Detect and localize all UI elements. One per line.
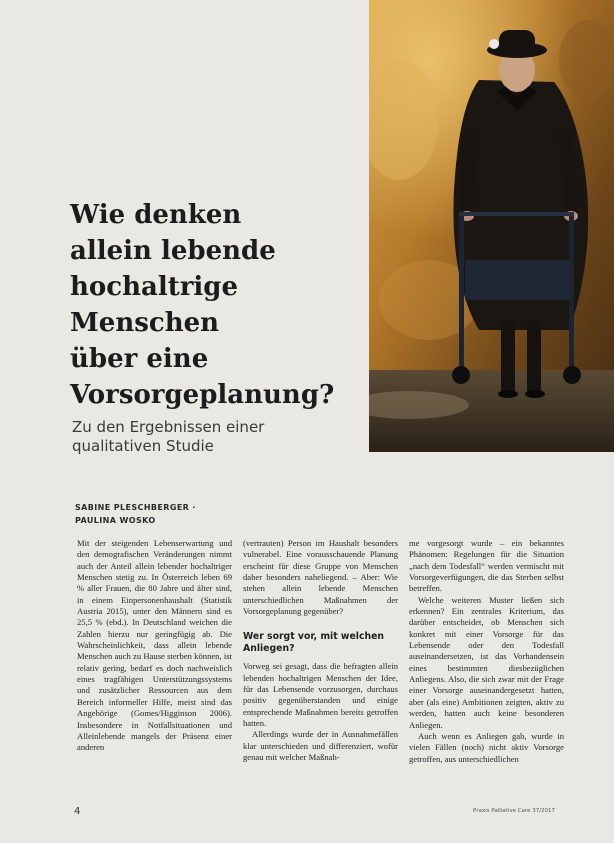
paragraph: Allerdings wurde der in Ausnahmefällen klar unterschieden und differenziert, wofür genau mit welcher Maßnah- xyxy=(243,729,398,763)
title-line: Wie denken xyxy=(70,200,242,230)
title-line: Vorsorgeplanung? xyxy=(70,380,335,410)
text-column-3 xyxy=(409,538,564,765)
article-title xyxy=(70,197,370,413)
page-number: 4 xyxy=(74,806,81,817)
paragraph: (vertrauten) Person im Haushalt besonders vulnerabel. Eine vorausschauende Planung erscheint für diese Gruppe von Menschen daher besonders naheliegend. – Aber: Wie stehen allein lebende Menschen unterschiedlichen Maßnahmen der Vorsorgeplanung gegenüber? xyxy=(243,538,398,617)
title-line: allein lebende xyxy=(70,236,276,266)
text-column-1 xyxy=(77,538,232,754)
title-line: über eine xyxy=(70,344,209,374)
paragraph: me vorgesorgt wurde – ein bekanntes Phänomen: Regelungen für die Situation „nach dem Todesfall“ werden vermischt mit Vorsorgeverfügungen, die das Sterben selbst betreffen. xyxy=(409,538,564,594)
article-photo xyxy=(369,0,614,452)
paragraph: Vorweg sei gesagt, dass die befragten allein lebenden hochaltrigen Menschen der Idee, für das Lebensende vorzusorgen, durchaus positiv gegenüberstanden und einige entsprechende Maßnahmen bereits getroffen hatten. xyxy=(243,661,398,729)
article-subtitle xyxy=(72,418,352,456)
title-line: hochaltrige xyxy=(70,272,239,302)
title-line: Menschen xyxy=(70,308,220,338)
section-heading: Wer sorgt vor, mit welchen Anliegen? xyxy=(243,631,385,655)
subtitle-line: Zu den Ergebnissen einer xyxy=(72,418,265,436)
paragraph: Auch wenn es Anliegen gab, wurde in vielen Fällen (noch) nicht aktiv Vorsorge getroffen, aus unterschiedlichen xyxy=(409,730,564,764)
author-name: PAULINA WOSKO xyxy=(75,516,156,525)
elderly-woman-with-walker-photo xyxy=(369,0,614,452)
paragraph: Mit der steigenden Lebenserwartung und den demografischen Veränderungen nimmt auch der Anteil allein lebender hochaltriger Menschen stetig zu. In Österreich leben 69 % aller Frauen, die 80 Jahre und älter sind, in einem Einpersonenhaushalt (Statistik Austria 2015), unter den Männern sind es 25,5 % (ebd.). In Deutschland weichen die Zahlen hierzu nur geringfügig ab. Die Wahrscheinlichkeit, dass allein lebende Menschen auch zu Hause sterben können, ist relativ gering, bedarf es doch nachweislich eines tragfähigen Unterstützungssystems und zusätzlicher Ressourcen aus dem Bereich informeller Hilfe, meist sind das Angehörige (Gomes/Higginson 2006). Insbesondere in Notfallsituationen und Alleinlebende mangels der Präsenz einer anderen xyxy=(77,538,232,753)
paragraph: Welche weiteren Muster ließen sich erkennen? Ein zentrales Kriterium, das darüber entscheidet, ob Menschen sich konkret mit einer Vorsorge für das Lebensende oder den Todesfall auseinandersetzen, ist das Vorhandensein eines bestimmten diesbezüglichen Anliegens. Also, die sich zwar mit der Frage einer Vorsorge auseinandergesetzt hatten, aber (als eine) Ambitionen zeigten, aktiv zu werden, hatten auch keine besonderen Anliegen. xyxy=(409,594,564,730)
subtitle-line: qualitativen Studie xyxy=(72,437,214,455)
journal-footer: Praxis Palliative Care 37/2017 xyxy=(473,808,556,814)
text-column-2 xyxy=(243,538,398,764)
author-name: SABINE PLESCHBERGER · xyxy=(75,503,196,512)
article-authors xyxy=(75,501,196,527)
